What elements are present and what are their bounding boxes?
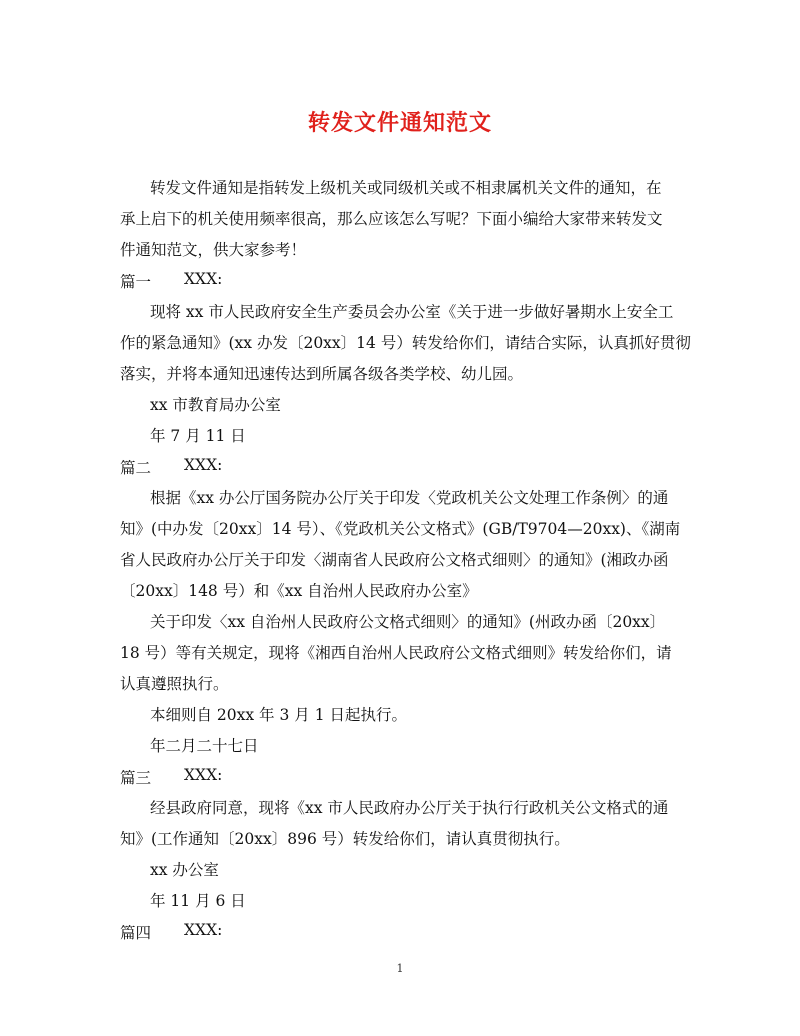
date: 年二月二十七日 xyxy=(150,737,259,755)
section-label: 篇四 xyxy=(120,924,152,942)
intro-line: 件通知范文，供大家参考！ xyxy=(120,241,307,259)
date: 年 7 月 11 日 xyxy=(150,427,246,445)
note: 本细则自 20xx 年 3 月 1 日起执行。 xyxy=(150,706,407,724)
section-label: 篇二 xyxy=(120,459,152,477)
body-line: 认真遵照执行。 xyxy=(120,675,229,693)
intro-line: 转发文件通知是指转发上级机关或同级机关或不相隶属机关文件的通知，在 xyxy=(150,179,662,197)
section-label: 篇一 xyxy=(120,273,152,291)
body-line: 现将 xx 市人民政府安全生产委员会办公室《关于进一步做好暑期水上安全工 xyxy=(150,303,674,321)
body-line: 知》(中办发〔20xx〕14 号）、《党政机关公文格式》(GB/T9704—20xx)、《湖南 xyxy=(120,520,681,538)
document-title: 转发文件通知范文 xyxy=(307,110,492,136)
body-line: 经县政府同意，现将《xx 市人民政府办公厅关于执行行政机关公文格式的通 xyxy=(150,799,669,817)
page-number: 1 xyxy=(396,962,404,975)
body-line: 知》(工作通知〔20xx〕896 号）转发给你们，请认真贯彻执行。 xyxy=(120,830,570,848)
addressee: XXX: xyxy=(184,766,223,784)
body-line: 18 号）等有关规定，现将《湘西自治州人民政府公文格式细则》转发给你们，请 xyxy=(120,644,672,662)
body-line: 根据《xx 办公厅国务院办公厅关于印发〈党政机关公文处理工作条例〉的通 xyxy=(150,489,669,507)
addressee: XXX: xyxy=(184,270,223,288)
signature: xx 办公室 xyxy=(150,861,219,879)
addressee: XXX: xyxy=(184,456,223,474)
body-line: 〔20xx〕148 号）和《xx 自治州人民政府办公室》 xyxy=(120,582,478,600)
signature: xx 市教育局办公室 xyxy=(150,396,281,414)
body-line: 省人民政府办公厅关于印发〈湖南省人民政府公文格式细则〉的通知》(湘政办函 xyxy=(120,551,669,569)
addressee: XXX: xyxy=(184,921,223,939)
intro-line: 承上启下的机关使用频率很高，那么应该怎么写呢？下面小编给大家带来转发文 xyxy=(120,210,663,228)
date: 年 11 月 6 日 xyxy=(150,892,246,910)
body-line: 关于印发〈xx 自治州人民政府公文格式细则〉的通知》(州政办函〔20xx〕 xyxy=(150,613,666,631)
body-line: 落实，并将本通知迅速传达到所属各级各类学校、幼儿园。 xyxy=(120,365,524,383)
body-line: 作的紧急通知》(xx 办发〔20xx〕14 号）转发给你们，请结合实际，认真抓好贯彻 xyxy=(120,334,691,352)
section-label: 篇三 xyxy=(120,769,152,787)
